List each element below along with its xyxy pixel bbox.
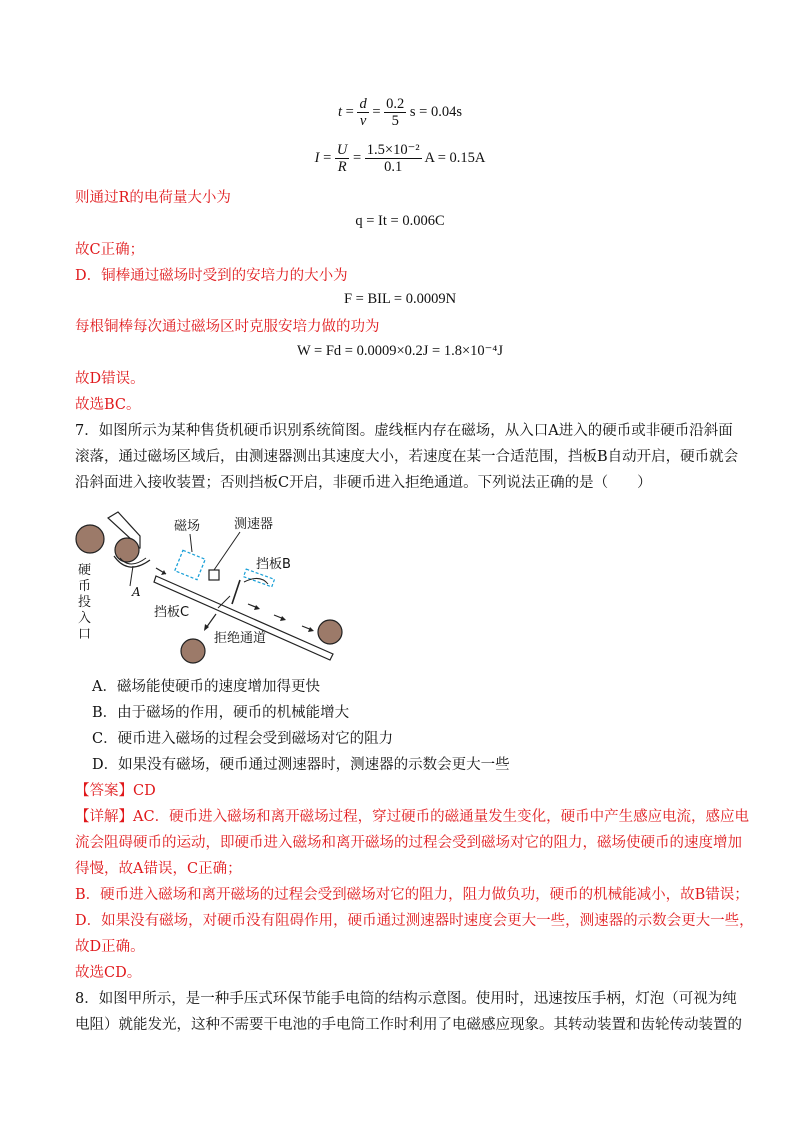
baffle-c: [232, 580, 240, 604]
detail-line-2: 流会阻碍硬币的运动，即硬币进入磁场和离开磁场的过程会受到磁场对它的阻力，磁场使硬币的速度增加: [75, 835, 742, 851]
answer: 【答案】CD: [75, 783, 156, 799]
detail-line-3: 得慢，故A错误，C正确；: [75, 861, 242, 877]
coin-accepted: [318, 620, 342, 644]
arrow-accept-1-head: [254, 605, 260, 610]
detail-line-6: 故D正确。: [75, 939, 145, 955]
detail-line-7: 故选CD。: [75, 965, 142, 981]
entrance-pointer: [130, 566, 133, 586]
text-work-intro: 每根铜棒每次通过磁场区时克服安培力做的功为: [75, 319, 380, 335]
text-charge-intro: 则通过R的电荷量大小为: [75, 190, 231, 206]
fraction-d-over-v: $\frac{d}{v}$: [359, 96, 367, 129]
label-baffle-b: 挡板B: [256, 557, 291, 572]
text-choose-bc: 故选BC。: [75, 397, 141, 413]
text-c-correct: 故C正确；: [75, 242, 145, 258]
option-b: B．由于磁场的作用，硬币的机械能增大: [92, 705, 350, 721]
label-entrance-4: 入: [78, 611, 92, 626]
label-reject-channel: 拒绝通道: [214, 631, 267, 646]
label-entrance-5: 口: [78, 627, 92, 642]
label-entrance-a: A: [132, 585, 141, 599]
label-entrance-3: 投: [78, 595, 92, 610]
text-ampere-force-intro: D．铜棒通过磁场时受到的安培力的大小为: [75, 268, 348, 284]
option-c: C．硬币进入磁场的过程会受到磁场对它的阻力: [92, 731, 394, 747]
coin-rejected: [181, 639, 205, 663]
equation-current: I = $\frac{U}{R}$ = $\frac{\text{1.5×10⁻²}}{0.1}$ A = 0.15A: [314, 142, 486, 175]
speed-meter-leader: [214, 532, 240, 570]
equation-charge: q = It = 0.006C: [355, 213, 445, 229]
detail-line-1: 【详解】AC．硬币进入磁场和离开磁场过程，穿过硬币的磁通量发生变化，硬币中产生感应电流，感应电: [75, 809, 750, 825]
question-8-line-1: 8．如图甲所示，是一种手压式环保节能手电筒的结构示意图。使用时，迅速按压手柄，灯泡（可视为纯: [75, 991, 737, 1007]
detail-line-5: D．如果没有磁场，对硬币没有阻碍作用，硬币通过测速器时速度会更大一些，测速器的示数会更大一些，: [75, 913, 754, 929]
fraction-u-over-r: $\frac{U}{R}$: [336, 142, 348, 175]
label-baffle-c: 挡板C: [154, 605, 190, 620]
equation-work: W = Fd = 0.0009×0.2J = 1.8×10⁻⁴J: [297, 343, 503, 359]
detail-line-4: B．硬币进入磁场和离开磁场的过程会受到磁场对它的阻力，阻力做负功，硬币的机械能减小，故B错误；: [75, 887, 749, 903]
arrow-accept-2-head: [280, 616, 286, 621]
arrow-entry-head: [161, 570, 166, 575]
magnetic-field-leader: [190, 534, 192, 552]
equation-force: F = BIL = 0.0009N: [343, 291, 457, 307]
question-7-line-2: 滚落，通过磁场区域后，由测速器测出其速度大小，若速度在某一合适范围，挡板B自动开启，硬币就会: [75, 449, 739, 465]
label-magnetic-field: 磁场: [174, 519, 201, 534]
label-entrance-1: 硬: [78, 563, 92, 578]
question-7-line-3: 沿斜面进入接收装置；否则挡板C开启，非硬币进入拒绝通道。下列说法正确的是（ ）: [75, 475, 652, 491]
fraction-current-values: $\frac{\text{1.5×10⁻²}}{0.1}$: [366, 142, 420, 175]
magnetic-field-box: [175, 550, 205, 579]
equation-time: t = $\frac{d}{v}$ = $\frac{0.2}{5}$ s = 0.04s: [338, 96, 462, 129]
option-d: D．如果没有磁场，硬币通过测速器时，测速器的示数会更大一些: [92, 757, 510, 773]
label-entrance-2: 币: [78, 579, 92, 594]
coin-entrance: [115, 538, 139, 562]
arrow-accept-3-head: [308, 627, 314, 632]
text-d-wrong: 故D错误。: [75, 371, 145, 387]
coin-recognition-figure: [68, 504, 368, 674]
question-7-line-1: 7．如图所示为某种售货机硬币识别系统简图。虚线框内存在磁场，从入口A进入的硬币或非硬币沿斜面: [75, 423, 733, 439]
question-8-line-2: 电阻）就能发光，这种不需要干电池的手电筒工作时利用了电磁感应现象。其转动装置和齿轮传动装置的: [75, 1017, 742, 1033]
coin-left: [76, 525, 104, 553]
baffle-b-arc: [244, 578, 268, 584]
option-a: A．磁场能使硬币的速度增加得更快: [92, 679, 320, 695]
fraction-values: $\frac{0.2}{5}$: [386, 96, 405, 129]
label-speed-meter: 测速器: [234, 517, 274, 532]
speed-meter-box: [209, 570, 219, 580]
